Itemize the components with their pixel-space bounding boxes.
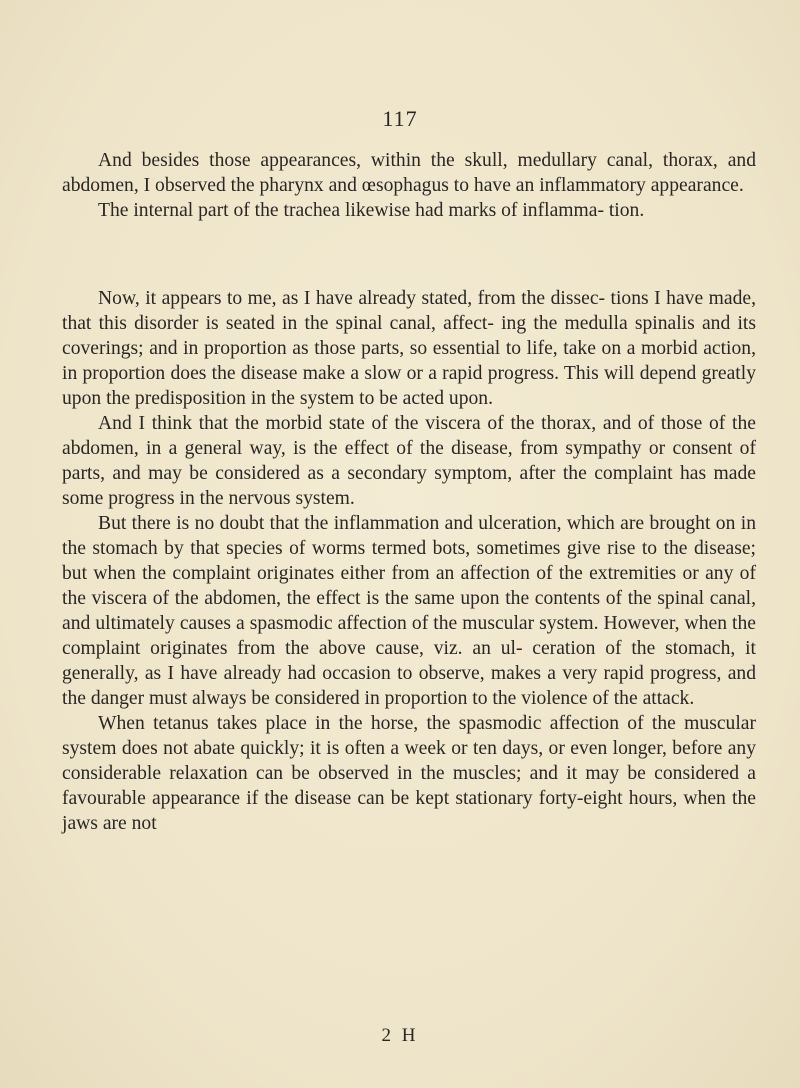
paragraph: And besides those appearances, within the skull, medullary canal, thorax, and abdomen, I observed the pharynx and œsophagus to have an inflammatory appearance.	[62, 150, 756, 196]
paragraph: When tetanus takes place in the horse, the spasmodic affection of the muscular system does not abate quickly; it is often a week or ten days, or even longer, before any considerable relaxation can be observed in the muscles; and it may be considered a favourable appearance if the disease can be kept stationary forty-eight hours, when the jaws are not	[62, 713, 756, 834]
text-block-main	[62, 286, 756, 836]
paragraph: Now, it appears to me, as I have already stated, from the dissec- tions I have made, that this disorder is seated in the spinal canal, affect- ing the medulla spinalis and its coverings; and in proportion as those parts, so essential to life, take on a morbid action, in proportion does the disease make a slow or a rapid progress. This will depend greatly upon the predisposition in the system to be acted upon.	[62, 288, 756, 409]
paragraph: The internal part of the trachea likewise had marks of inflamma- tion.	[98, 200, 645, 221]
signature-mark: 2 H	[381, 1025, 419, 1046]
page-number: 117	[382, 106, 418, 131]
text-block-upper	[62, 148, 756, 223]
paragraph: And I think that the morbid state of the viscera of the thorax, and of those of the abdomen, in a general way, is the effect of the disease, from sympathy or consent of parts, and may be considered as a secondary symptom, after the complaint has made some progress in the nervous system.	[62, 413, 756, 509]
paragraph: But there is no doubt that the inflammation and ulceration, which are brought on in the stomach by that species of worms termed bots, sometimes give rise to the disease; but when the complaint originates either from an affection of the extremities or any of the viscera of the abdomen, the effect is the same upon the contents of the spinal canal, and ultimately causes a spasmodic affection of the muscular system. However, when the complaint originates from the above cause, viz. an ul- ceration of the stomach, it generally, as I have already had occasion to observe, makes a very rapid progress, and the danger must always be considered in proportion to the violence of the attack.	[62, 513, 756, 709]
